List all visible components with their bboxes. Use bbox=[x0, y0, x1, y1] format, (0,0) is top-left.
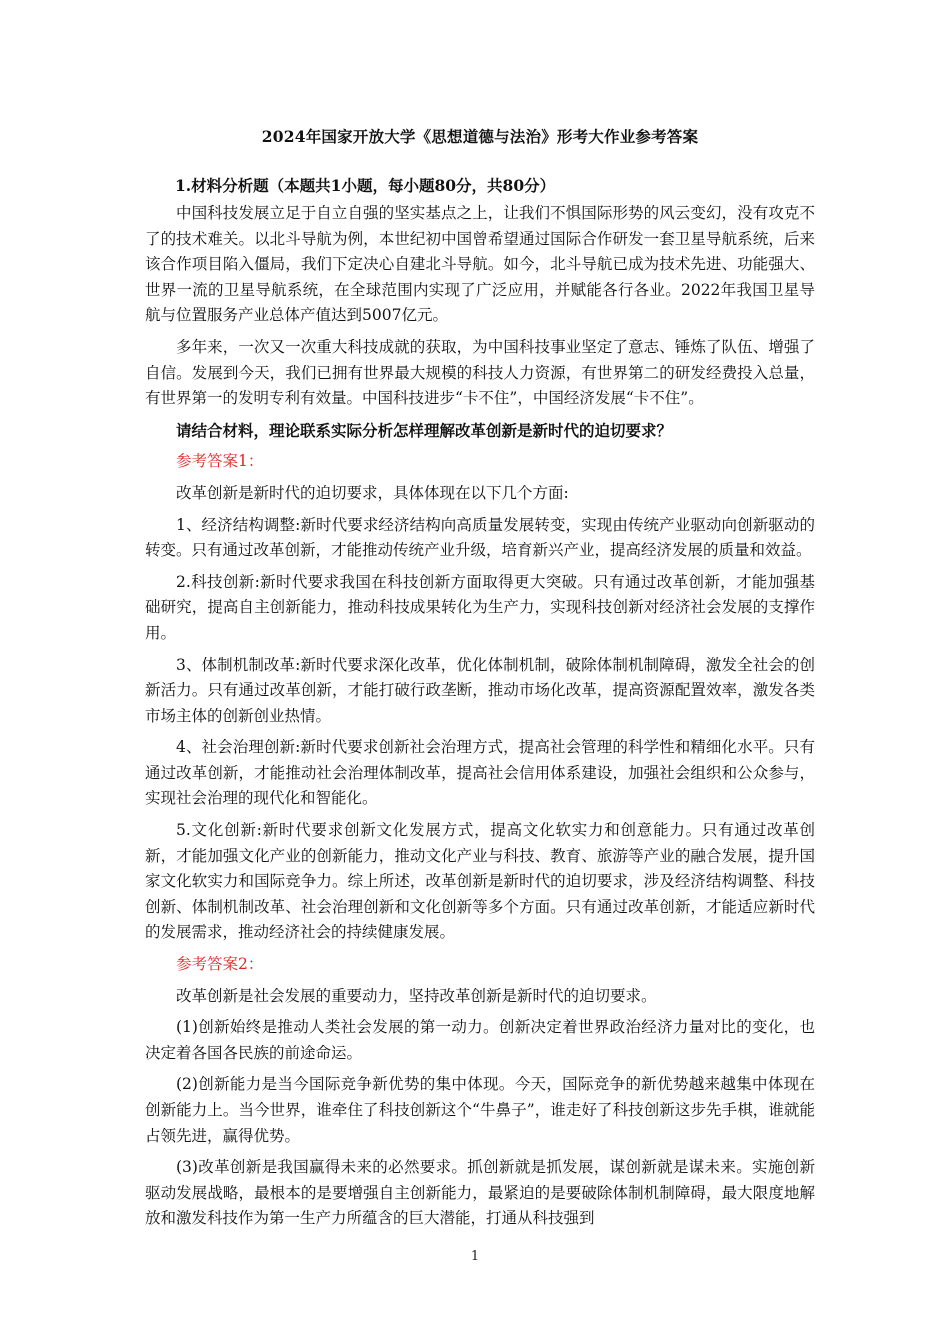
page-number: 1 bbox=[470, 1249, 480, 1264]
document-title: 2024年国家开放大学《思想道德与法治》形考大作业参考答案 bbox=[261, 127, 699, 146]
document-body bbox=[145, 126, 815, 1232]
material-paragraph: 中国科技发展立足于自立自强的坚实基点之上，让我们不惧国际形势的风云变幻，没有攻克不了的技术难关。以北斗导航为例，本世纪初中国曾希望通过国际合作研发一套卫星导航系统，后来该合作项目陷入僵局，我们下定决心自建北斗导航。如今，北斗导航已成为技术先进、功能强大、世界一流的卫星导航系统，在全球范围内实现了广泛应用，并赋能各行各业。2022年我国卫星导航与位置服务产业总体产值达到5007亿元。 bbox=[145, 204, 815, 325]
answer2-paragraph: 改革创新是社会发展的重要动力，坚持改革创新是新时代的迫切要求。 bbox=[176, 986, 657, 1005]
answer2-paragraph: (2)创新能力是当今国际竞争新优势的集中体现。今天，国际竞争的新优势越来越集中体现在创新能力上。当今世界，谁牵住了科技创新这个“牛鼻子”，谁走好了科技创新这步先手棋，谁就能占领先进，赢得优势。 bbox=[145, 1075, 815, 1145]
answer2-label: 参考答案2： bbox=[176, 955, 264, 974]
question-prompt: 请结合材料，理论联系实际分析怎样理解改革创新是新时代的迫切要求？ bbox=[176, 420, 673, 440]
answer2-paragraph: (1)创新始终是推动人类社会发展的第一动力。创新决定着世界政治经济力量对比的变化，也决定着各国各民族的前途命运。 bbox=[145, 1018, 815, 1062]
answer1-paragraph: 3、体制机制改革:新时代要求深化改革，优化体制机制，破除体制机制障碍，激发全社会的创新活力。只有通过改革创新，才能打破行政垄断，推动市场化改革，提高资源配置效率，激发各类市场主体的创新创业热情。 bbox=[145, 655, 815, 725]
answer1-paragraph: 改革创新是新时代的迫切要求，具体体现在以下几个方面: bbox=[176, 483, 569, 502]
answer1-paragraph: 2.科技创新:新时代要求我国在科技创新方面取得更大突破。只有通过改革创新，才能加强基础研究，提高自主创新能力，推动科技成果转化为生产力，实现科技创新对经济社会发展的支撑作用。 bbox=[145, 572, 815, 642]
answer1-label: 参考答案1： bbox=[176, 452, 264, 471]
answer1-paragraph: 1、经济结构调整:新时代要求经济结构向高质量发展转变，实现由传统产业驱动向创新驱动的转变。只有通过改革创新，才能推动传统产业升级，培育新兴产业，提高经济发展的质量和效益。 bbox=[145, 515, 815, 560]
answer1-paragraph: 4、社会治理创新:新时代要求创新社会治理方式，提高社会管理的科学性和精细化水平。只有通过改革创新，才能推动社会治理体制改革，提高社会信用体系建设，加强社会组织和公众参与，实现社会治理的现代化和智能化。 bbox=[145, 738, 815, 808]
answer1-paragraph: 5.文化创新:新时代要求创新文化发展方式，提高文化软实力和创意能力。只有通过改革创新，才能加强文化产业的创新能力，推动文化产业与科技、教育、旅游等产业的融合发展，提升国家文化软实力和国际竞争力。综上所述，改革创新是新时代的迫切要求，涉及经济结构调整、科技创新、体制机制改革、社会治理创新和文化创新等多个方面。只有通过改革创新，才能适应新时代的发展需求，推动经济社会的持续健康发展。 bbox=[145, 821, 815, 942]
question-heading: 1.材料分析题（本题共1小题，每小题80分，共80分） bbox=[175, 176, 556, 195]
material-paragraph: 多年来，一次又一次重大科技成就的获取，为中国科技事业坚定了意志、锤炼了队伍、增强了自信。发展到今天，我们已拥有世界最大规模的科技人力资源，有世界第二的研发经费投入总量，有世界第一的发明专利有效量。中国科技进步“卡不住”，中国经济发展“卡不住”。 bbox=[145, 337, 815, 408]
answer2-paragraph: (3)改革创新是我国赢得未来的必然要求。抓创新就是抓发展，谋创新就是谋未来。实施创新驱动发展战略，最根本的是要增强自主创新能力，最紧迫的是要破除体制机制障碍，最大限度地解放和激发科技作为第一生产力所蕴含的巨大潜能，打通从科技强到 bbox=[145, 1158, 815, 1228]
